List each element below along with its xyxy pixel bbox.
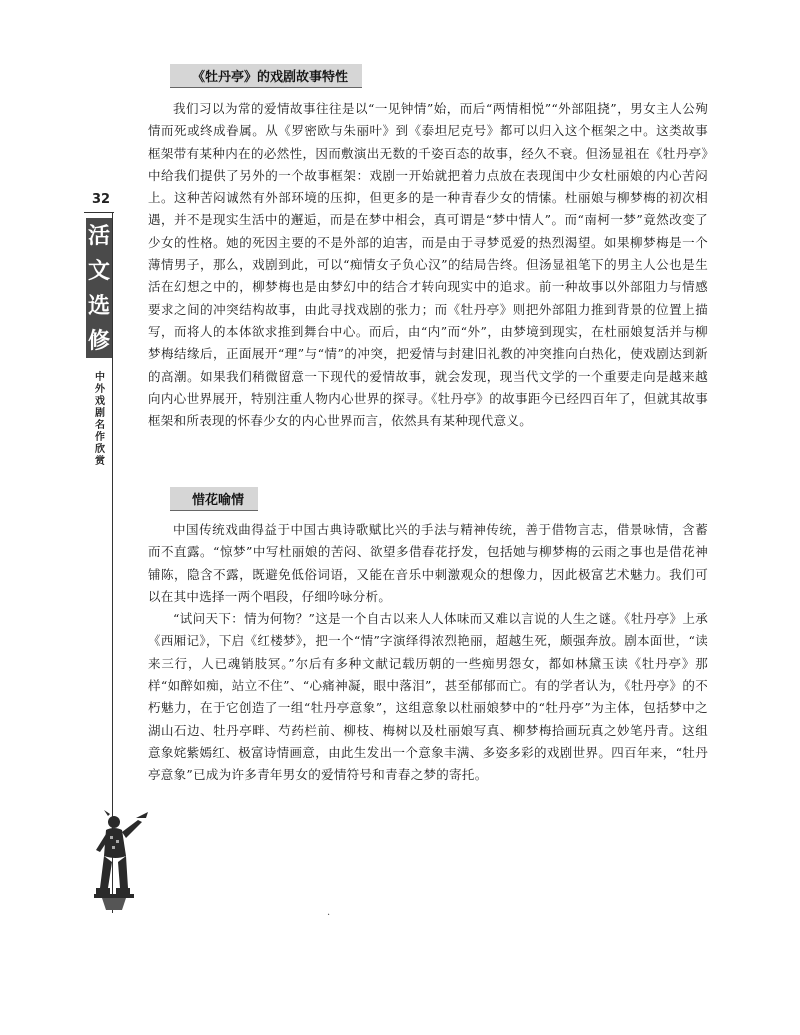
body-paragraph: “试问天下：情为何物？”这是一个自古以来人人体味而又难以言说的人生之谜。《牡丹亭》上承《西厢记》，下启《红楼梦》，把一个“情”字演绎得浓烈艳丽，超越生死，颇强奔放。剧本面世，“读来三行，人已魂销肢冥。”尔后有多种文献记载历朝的一些痴男怨女，都如林黛玉读《牡丹亭》那样“如醉如痴，站立不住”、“心痛神凝，眼中落泪”，甚至郁郁而亡。有的学者认为，《牡丹亭》的不朽魅力，在于它创造了一组“牡丹亭意象”，这组意象以杜丽娘梦中的“牡丹亭”为主体，包括梦中之湖山石边、牡丹亭畔、芍药栏前、柳枝、梅树以及杜丽娘写真、柳梦梅拾画玩真之妙笔丹青。这组意象姹紫嫣红、极富诗情画意，由此生发出一个意象丰满、多姿多彩的戏剧世界。四百年来，“牡丹亭意象”已成为许多青年男女的爱情符号和青春之梦的寄托。 bbox=[148, 611, 708, 783]
section-flower-metaphor bbox=[148, 487, 708, 787]
body-paragraph: 中国传统戏曲得益于中国古典诗歌赋比兴的手法与精神传统，善于借物言志，借景咏情，含蓄而不直露。“惊梦”中写杜丽娘的苦闷、欲望多借春花抒发，包括她与柳梦梅的云雨之事也是借花神铺陈，隐含不露，既避免低俗词语，又能在音乐中刺激观众的想像力，因此极富艺术魅力。我们可以在其中选择一两个唱段，仔细吟咏分析。 bbox=[148, 522, 708, 604]
caption-char: 外 bbox=[95, 384, 105, 395]
series-title-box bbox=[86, 218, 112, 358]
caption-char: 赏 bbox=[95, 456, 105, 467]
caption-char: 名 bbox=[95, 420, 105, 431]
body-paragraph: 我们习以为常的爱情故事往往是以“一见钟情”始，而后“两情相悦”“外部阻挠”，男女主人公殉情而死或终成眷属。从《罗密欧与朱丽叶》到《泰坦尼克号》都可以归入这个框架之中。这类故事框架带有某种内在的必然性，因而敷演出无数的千姿百态的故事，经久不衰。但汤显祖在《牡丹亭》中给我们提供了另外的一个故事框架：戏剧一开始就把着力点放在表现闺中少女杜丽娘的内心苦闷上。这种苦闷诚然有外部环境的压抑，但更多的是一种青春少女的情愫。杜丽娘与柳梦梅的初次相遇，并不是现实生活中的邂逅，而是在梦中相会，真可谓是“梦中情人”。而“南柯一梦”竟然改变了少女的性格。她的死因主要的不是外部的迫害，而是由于寻梦觅爱的热烈渴望。如果柳梦梅是一个薄情男子，那么，戏剧到此，可以“痴情女子负心汉”的结局告终。但汤显祖笔下的男主人公也是生活在幻想之中的，柳梦梅也是由梦幻中的结合才转向现实中的追求。前一种故事以外部阻力与情感要求之间的冲突结构故事，由此寻找戏剧的张力；而《牡丹亭》则把外部阻力推到背景的位置上描写，而将人的本体欲求推到舞台中心。而后，由“内”而“外”，由梦境到现实，在杜丽娘复活并与柳梦梅结缘后，正面展开“理”与“情”的冲突，把爱情与封建旧礼教的冲突推向白热化，使戏剧达到新的高潮。如果我们稍微留意一下现代的爱情故事，就会发现，现当代文学的一个重要走向是越来越向内心世界展开，特别注重人物内心世界的探寻。《牡丹亭》的故事距今已经四百年了，但就其故事框架和所表现的怀春少女的内心世界而言，依然具有某种现代意义。 bbox=[148, 101, 708, 429]
series-char: 活 bbox=[87, 222, 110, 249]
series-char: 修 bbox=[87, 327, 110, 354]
section-heading: 《牡丹亭》的戏剧故事特性 bbox=[170, 64, 362, 88]
caption-char: 作 bbox=[95, 432, 105, 443]
scan-speck: · bbox=[327, 910, 331, 921]
series-char: 文 bbox=[87, 257, 110, 284]
opera-figure-illustration bbox=[86, 810, 150, 910]
book-caption-vertical bbox=[92, 372, 108, 468]
caption-char: 戏 bbox=[95, 396, 105, 407]
section-heading: 惜花喻情 bbox=[170, 487, 258, 511]
caption-char: 欣 bbox=[95, 444, 105, 455]
margin-rule bbox=[112, 213, 113, 913]
caption-char: 中 bbox=[95, 372, 105, 383]
series-char: 选 bbox=[87, 292, 110, 319]
section-story-features bbox=[148, 64, 708, 432]
margin-rule-top bbox=[84, 212, 114, 213]
page-number: 32 bbox=[92, 192, 111, 207]
caption-char: 剧 bbox=[95, 408, 105, 419]
